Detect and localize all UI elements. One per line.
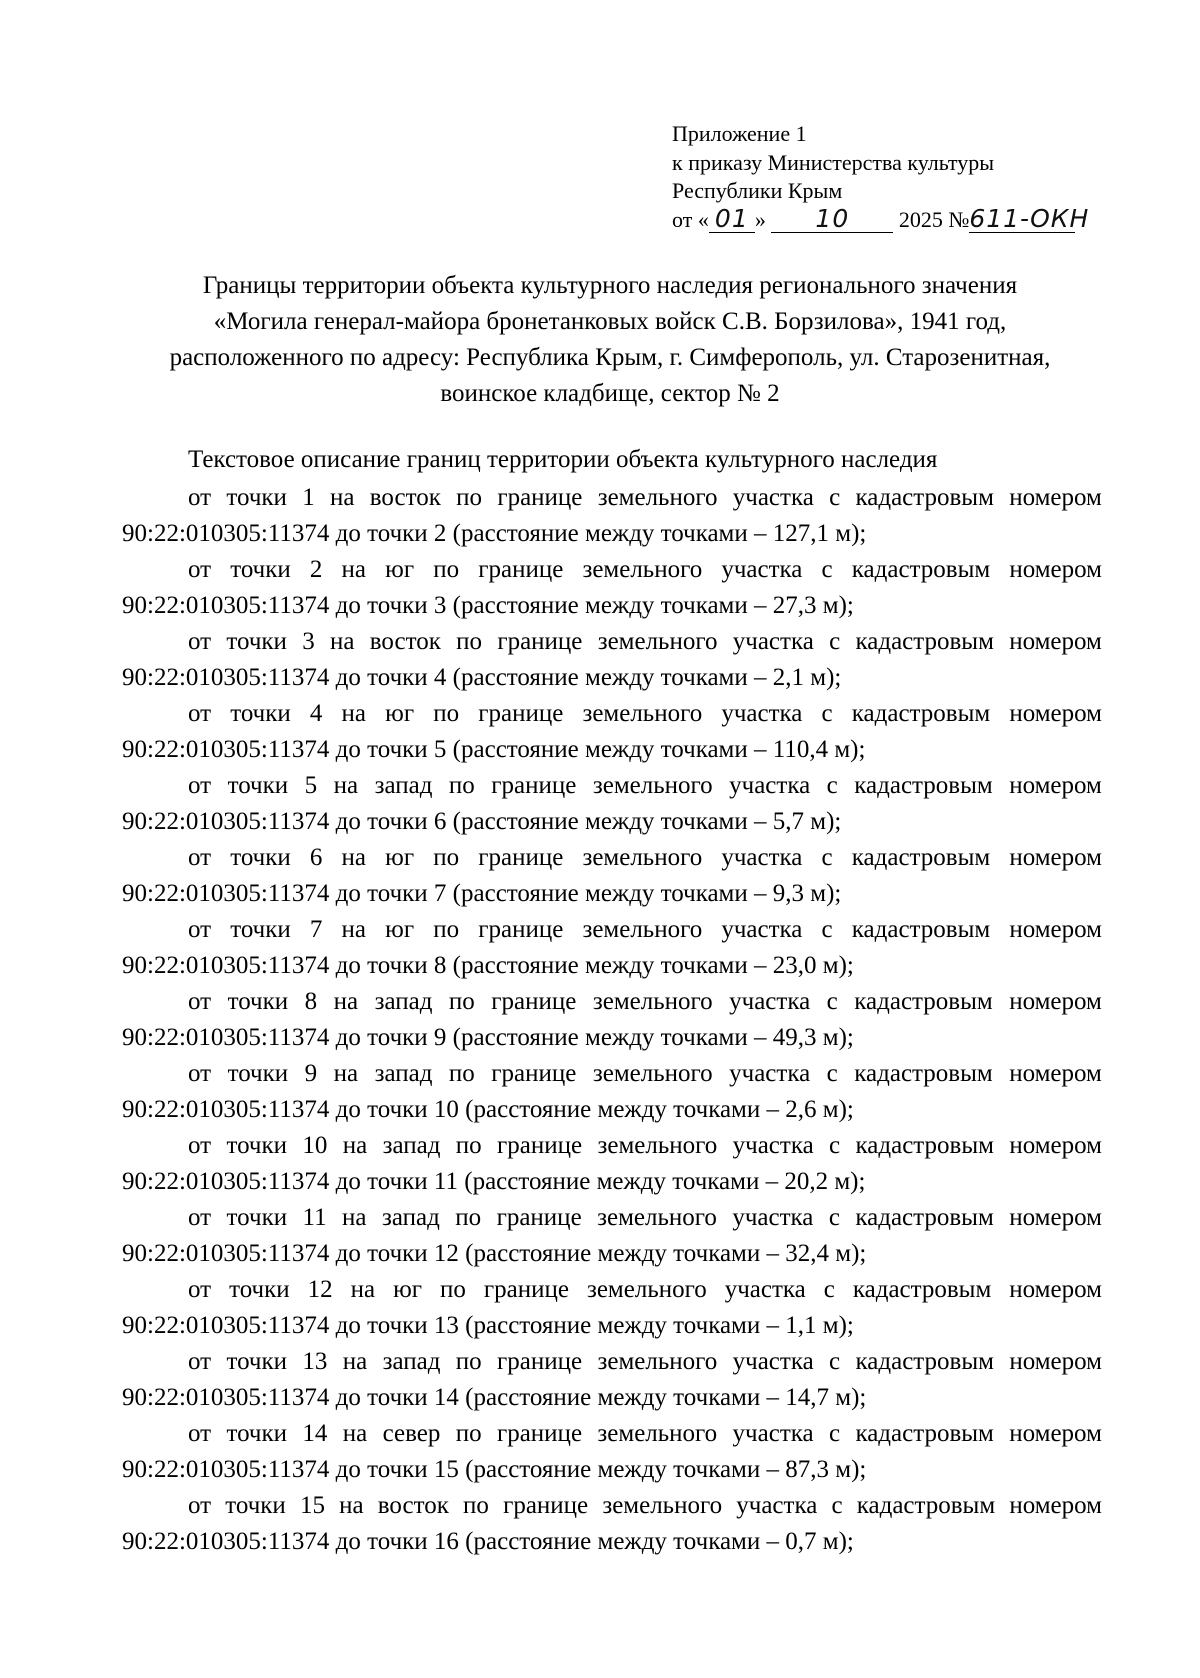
word: границе: [478, 556, 564, 583]
word: запад: [381, 1204, 440, 1231]
word: границе: [483, 1276, 569, 1303]
word: по: [433, 556, 460, 583]
word: на: [341, 916, 367, 943]
doc-number-handwritten: 611-ОКН: [969, 203, 1090, 233]
boundary-paragraph: [122, 1056, 1102, 1128]
paragraph-line-1: [122, 912, 1102, 948]
word: запад: [382, 1348, 441, 1375]
word: с: [821, 556, 833, 583]
boundary-paragraph: [122, 552, 1102, 624]
word: по: [456, 628, 483, 655]
word: участка: [721, 844, 803, 871]
word: кадастровым: [856, 1492, 996, 1519]
paragraph-line-1: [122, 1344, 1102, 1380]
word: точки: [227, 988, 289, 1015]
word: 6: [309, 844, 323, 871]
paragraph-line-1: [122, 984, 1102, 1020]
date-day-field: [709, 203, 755, 233]
word: от: [188, 556, 212, 583]
word: юг: [385, 844, 415, 871]
paragraph-line-2: 90:22:010305:11374 до точки 11 (расстояние между точками – 20,2 м);: [122, 1168, 866, 1195]
section-subtitle: Текстовое описание границ территории объекта культурного наследия: [188, 446, 938, 473]
word: по: [463, 1492, 489, 1519]
word: точки: [230, 700, 291, 727]
word: по: [433, 700, 460, 727]
paragraph-line-1: [122, 480, 1102, 516]
word: номером: [1009, 1492, 1102, 1519]
word: от: [188, 1276, 212, 1303]
word: с: [826, 1060, 838, 1087]
word: 12: [307, 1276, 333, 1303]
boundary-paragraph: [122, 768, 1102, 840]
boundary-paragraph: [122, 1128, 1102, 1200]
word: с: [828, 1204, 840, 1231]
word: с: [821, 916, 833, 943]
word: номером: [1009, 844, 1102, 871]
word: точки: [227, 772, 289, 799]
word: запад: [374, 772, 433, 799]
title-line-4: воинское кладбище, сектор № 2: [440, 380, 780, 407]
word: от: [188, 1348, 212, 1375]
word: границе: [478, 916, 564, 943]
boundary-paragraph: [122, 1416, 1102, 1488]
word: номером: [1009, 916, 1102, 943]
word: точки: [230, 916, 291, 943]
word: север: [382, 1420, 441, 1447]
word: земельного: [582, 844, 703, 871]
word: участка: [721, 556, 803, 583]
word: номером: [1009, 1204, 1102, 1231]
word: номером: [1009, 1276, 1102, 1303]
word: по: [455, 1420, 482, 1447]
boundary-paragraph: [122, 840, 1102, 912]
word: 9: [304, 1060, 318, 1087]
word: с: [821, 700, 833, 727]
paragraph-line-2: 90:22:010305:11374 до точки 3 (расстояние между точками – 27,3 м);: [122, 592, 854, 619]
word: точки: [226, 484, 287, 511]
word: номером: [1009, 1348, 1102, 1375]
word: границе: [496, 1420, 583, 1447]
word: восток: [369, 484, 441, 511]
paragraph-line-1: [122, 840, 1102, 876]
word: земельного: [597, 628, 718, 655]
document-title: [110, 268, 1110, 412]
date-month-field: [771, 203, 893, 233]
paragraph-line-1: [122, 552, 1102, 588]
word: по: [448, 1060, 475, 1087]
appendix-republic: Республики Крым: [672, 178, 843, 203]
word: от: [188, 1132, 212, 1159]
word: точки: [230, 556, 291, 583]
paragraph-line-2: 90:22:010305:11374 до точки 10 (расстояние между точками – 2,6 м);: [122, 1096, 854, 1123]
word: участка: [732, 1204, 814, 1231]
word: от: [188, 1492, 212, 1519]
word: от: [188, 988, 212, 1015]
paragraph-line-1: [122, 696, 1102, 732]
paragraph-line-2: 90:22:010305:11374 до точки 8 (расстояние между точками – 23,0 м);: [122, 952, 854, 979]
word: участка: [732, 1132, 814, 1159]
date-day-handwritten: 01: [714, 203, 749, 233]
word: кадастровым: [855, 1132, 994, 1159]
word: точки: [226, 1420, 288, 1447]
word: юг: [393, 1276, 423, 1303]
word: кадастровым: [851, 916, 991, 943]
word: на: [342, 1420, 368, 1447]
word: 5: [304, 772, 318, 799]
word: земельного: [592, 988, 713, 1015]
date-month-handwritten: 10: [815, 203, 850, 233]
boundary-paragraph: [122, 696, 1102, 768]
word: на: [341, 700, 367, 727]
word: 11: [302, 1204, 327, 1231]
word: восток: [377, 1492, 449, 1519]
word: земельного: [582, 556, 703, 583]
word: номером: [1009, 628, 1102, 655]
word: с: [829, 484, 841, 511]
paragraph-line-2: 90:22:010305:11374 до точки 12 (расстояние между точками – 32,4 м);: [122, 1240, 867, 1267]
word: земельного: [597, 1132, 718, 1159]
word: земельного: [582, 700, 703, 727]
date-prefix: от «: [672, 206, 709, 232]
word: запад: [374, 1060, 433, 1087]
word: 13: [302, 1348, 328, 1375]
word: с: [831, 1492, 843, 1519]
word: земельного: [602, 1492, 723, 1519]
word: номером: [1009, 1420, 1102, 1447]
word: на: [330, 484, 355, 511]
boundary-paragraph: [122, 1272, 1102, 1344]
paragraph-line-2: 90:22:010305:11374 до точки 2 (расстояние между точками – 127,1 м);: [122, 520, 867, 547]
word: на: [341, 556, 367, 583]
word: с: [826, 772, 838, 799]
paragraph-line-2: 90:22:010305:11374 до точки 13 (расстояние между точками – 1,1 м);: [122, 1312, 854, 1339]
word: границе: [497, 1348, 583, 1375]
word: участка: [721, 700, 803, 727]
word: кадастровым: [855, 484, 994, 511]
word: кадастровым: [851, 556, 991, 583]
word: кадастровым: [851, 700, 991, 727]
word: по: [448, 772, 475, 799]
word: земельного: [582, 916, 703, 943]
word: границе: [496, 1204, 582, 1231]
word: участка: [732, 484, 814, 511]
word: границе: [478, 844, 564, 871]
word: номером: [1009, 772, 1102, 799]
word: земельного: [586, 1276, 707, 1303]
word: на: [342, 1204, 367, 1231]
word: участка: [729, 772, 811, 799]
word: участка: [729, 1060, 811, 1087]
word: участка: [724, 1276, 806, 1303]
word: номером: [1009, 556, 1102, 583]
word: 2: [309, 556, 323, 583]
word: участка: [732, 628, 814, 655]
word: от: [188, 700, 212, 727]
word: точки: [226, 628, 287, 655]
word: точки: [225, 1492, 286, 1519]
word: кадастровым: [855, 1348, 994, 1375]
paragraph-line-1: [122, 1416, 1102, 1452]
word: номером: [1009, 1060, 1102, 1087]
date-mid: »: [754, 206, 766, 232]
word: от: [188, 1060, 212, 1087]
word: точки: [230, 844, 291, 871]
word: на: [339, 1492, 364, 1519]
word: от: [188, 844, 212, 871]
paragraph-line-1: [122, 1056, 1102, 1092]
word: границе: [497, 1132, 583, 1159]
word: юг: [385, 700, 415, 727]
word: границе: [497, 628, 583, 655]
word: 10: [302, 1132, 328, 1159]
word: запад: [382, 1132, 441, 1159]
boundary-paragraph: [122, 480, 1102, 552]
boundary-paragraph: [122, 624, 1102, 696]
appendix-order-ref: к приказу Министерства культуры: [672, 149, 995, 175]
word: 3: [302, 628, 315, 655]
word: с: [829, 1348, 841, 1375]
word: кадастровым: [855, 1420, 994, 1447]
word: от: [188, 628, 212, 655]
word: точки: [226, 1132, 288, 1159]
paragraph-line-2: 90:22:010305:11374 до точки 9 (расстояние между точками – 49,3 м);: [122, 1024, 854, 1051]
word: номером: [1009, 988, 1102, 1015]
word: 15: [299, 1492, 325, 1519]
word: точки: [226, 1204, 288, 1231]
word: земельного: [592, 772, 713, 799]
doc-number-field: [969, 203, 1090, 233]
word: земельного: [597, 1348, 718, 1375]
word: кадастровым: [851, 844, 991, 871]
word: кадастровым: [852, 1276, 992, 1303]
word: на: [342, 1348, 368, 1375]
word: на: [333, 772, 359, 799]
boundary-paragraph: [122, 984, 1102, 1056]
word: точки: [229, 1276, 290, 1303]
word: номером: [1009, 484, 1102, 511]
paragraph-line-2: 90:22:010305:11374 до точки 7 (расстояние между точками – 9,3 м);: [122, 880, 842, 907]
paragraph-line-1: [122, 1200, 1102, 1236]
boundary-description: [122, 480, 1102, 1560]
word: на: [333, 1060, 359, 1087]
boundary-paragraph: [122, 1200, 1102, 1272]
word: кадастровым: [855, 628, 994, 655]
appendix-label: Приложение 1: [672, 121, 807, 146]
word: на: [330, 628, 355, 655]
word: участка: [736, 1492, 818, 1519]
word: от: [188, 1420, 212, 1447]
boundary-paragraph: [122, 912, 1102, 984]
title-line-2: «Могила генерал-майора бронетанковых войск С.В. Борзилова», 1941 год,: [213, 308, 1007, 335]
word: на: [350, 1276, 376, 1303]
word: кадастровым: [854, 772, 993, 799]
word: точки: [227, 1060, 289, 1087]
word: на: [342, 1132, 368, 1159]
word: 1: [302, 484, 315, 511]
paragraph-line-1: [122, 1272, 1102, 1308]
word: земельного: [597, 1204, 717, 1231]
paragraph-line-2: 90:22:010305:11374 до точки 4 (расстояние между точками – 2,1 м);: [122, 664, 842, 691]
word: границе: [491, 772, 577, 799]
word: границе: [503, 1492, 589, 1519]
title-line-3: расположенного по адресу: Республика Крым, г. Симферополь, ул. Старозенитная,: [169, 344, 1051, 371]
word: 4: [309, 700, 323, 727]
word: по: [433, 916, 460, 943]
word: участка: [729, 988, 811, 1015]
word: земельного: [597, 1420, 718, 1447]
word: кадастровым: [854, 1060, 993, 1087]
word: на: [341, 844, 367, 871]
boundary-paragraph: [122, 1344, 1102, 1416]
date-year: 2025 №: [898, 206, 970, 232]
paragraph-line-2: 90:22:010305:11374 до точки 14 (расстояние между точками – 14,7 м);: [122, 1384, 867, 1411]
word: кадастровым: [855, 1204, 994, 1231]
word: по: [455, 1132, 482, 1159]
word: с: [829, 1132, 841, 1159]
word: юг: [385, 556, 415, 583]
paragraph-line-1: [122, 624, 1102, 660]
word: с: [821, 844, 833, 871]
word: от: [188, 1204, 212, 1231]
word: от: [188, 916, 212, 943]
word: от: [188, 772, 212, 799]
word: земельного: [592, 1060, 713, 1087]
word: с: [826, 988, 838, 1015]
word: участка: [721, 916, 803, 943]
word: земельного: [597, 484, 718, 511]
word: точки: [226, 1348, 288, 1375]
word: по: [456, 484, 483, 511]
paragraph-line-1: [122, 1128, 1102, 1164]
word: по: [448, 988, 475, 1015]
word: номером: [1009, 1132, 1102, 1159]
paragraph-line-1: [122, 768, 1102, 804]
word: с: [829, 628, 841, 655]
word: участка: [732, 1348, 814, 1375]
title-line-1: Границы территории объекта культурного наследия регионального значения: [202, 272, 1018, 299]
word: по: [433, 844, 460, 871]
paragraph-line-2: 90:22:010305:11374 до точки 5 (расстояние между точками – 110,4 м);: [122, 736, 866, 763]
boundary-paragraph: [122, 1488, 1102, 1560]
word: кадастровым: [854, 988, 993, 1015]
appendix-header: [672, 120, 1090, 234]
paragraph-line-2: 90:22:010305:11374 до точки 6 (расстояние между точками – 5,7 м);: [122, 808, 842, 835]
word: от: [188, 484, 212, 511]
word: границе: [491, 988, 577, 1015]
word: восток: [369, 628, 441, 655]
word: 7: [309, 916, 323, 943]
paragraph-line-1: [122, 1488, 1102, 1524]
word: границе: [478, 700, 564, 727]
word: по: [455, 1348, 482, 1375]
word: участка: [732, 1420, 814, 1447]
appendix-date-line: [672, 203, 1090, 235]
word: 14: [302, 1420, 328, 1447]
word: по: [440, 1276, 466, 1303]
word: границе: [497, 484, 583, 511]
paragraph-line-2: 90:22:010305:11374 до точки 15 (расстояние между точками – 87,3 м);: [122, 1456, 867, 1483]
paragraph-line-2: 90:22:010305:11374 до точки 16 (расстояние между точками – 0,7 м);: [122, 1528, 854, 1555]
word: с: [828, 1420, 841, 1447]
word: юг: [385, 916, 415, 943]
word: запад: [374, 988, 433, 1015]
word: с: [823, 1276, 835, 1303]
word: 8: [304, 988, 318, 1015]
word: на: [333, 988, 359, 1015]
word: границе: [491, 1060, 577, 1087]
word: номером: [1009, 700, 1102, 727]
word: по: [455, 1204, 482, 1231]
